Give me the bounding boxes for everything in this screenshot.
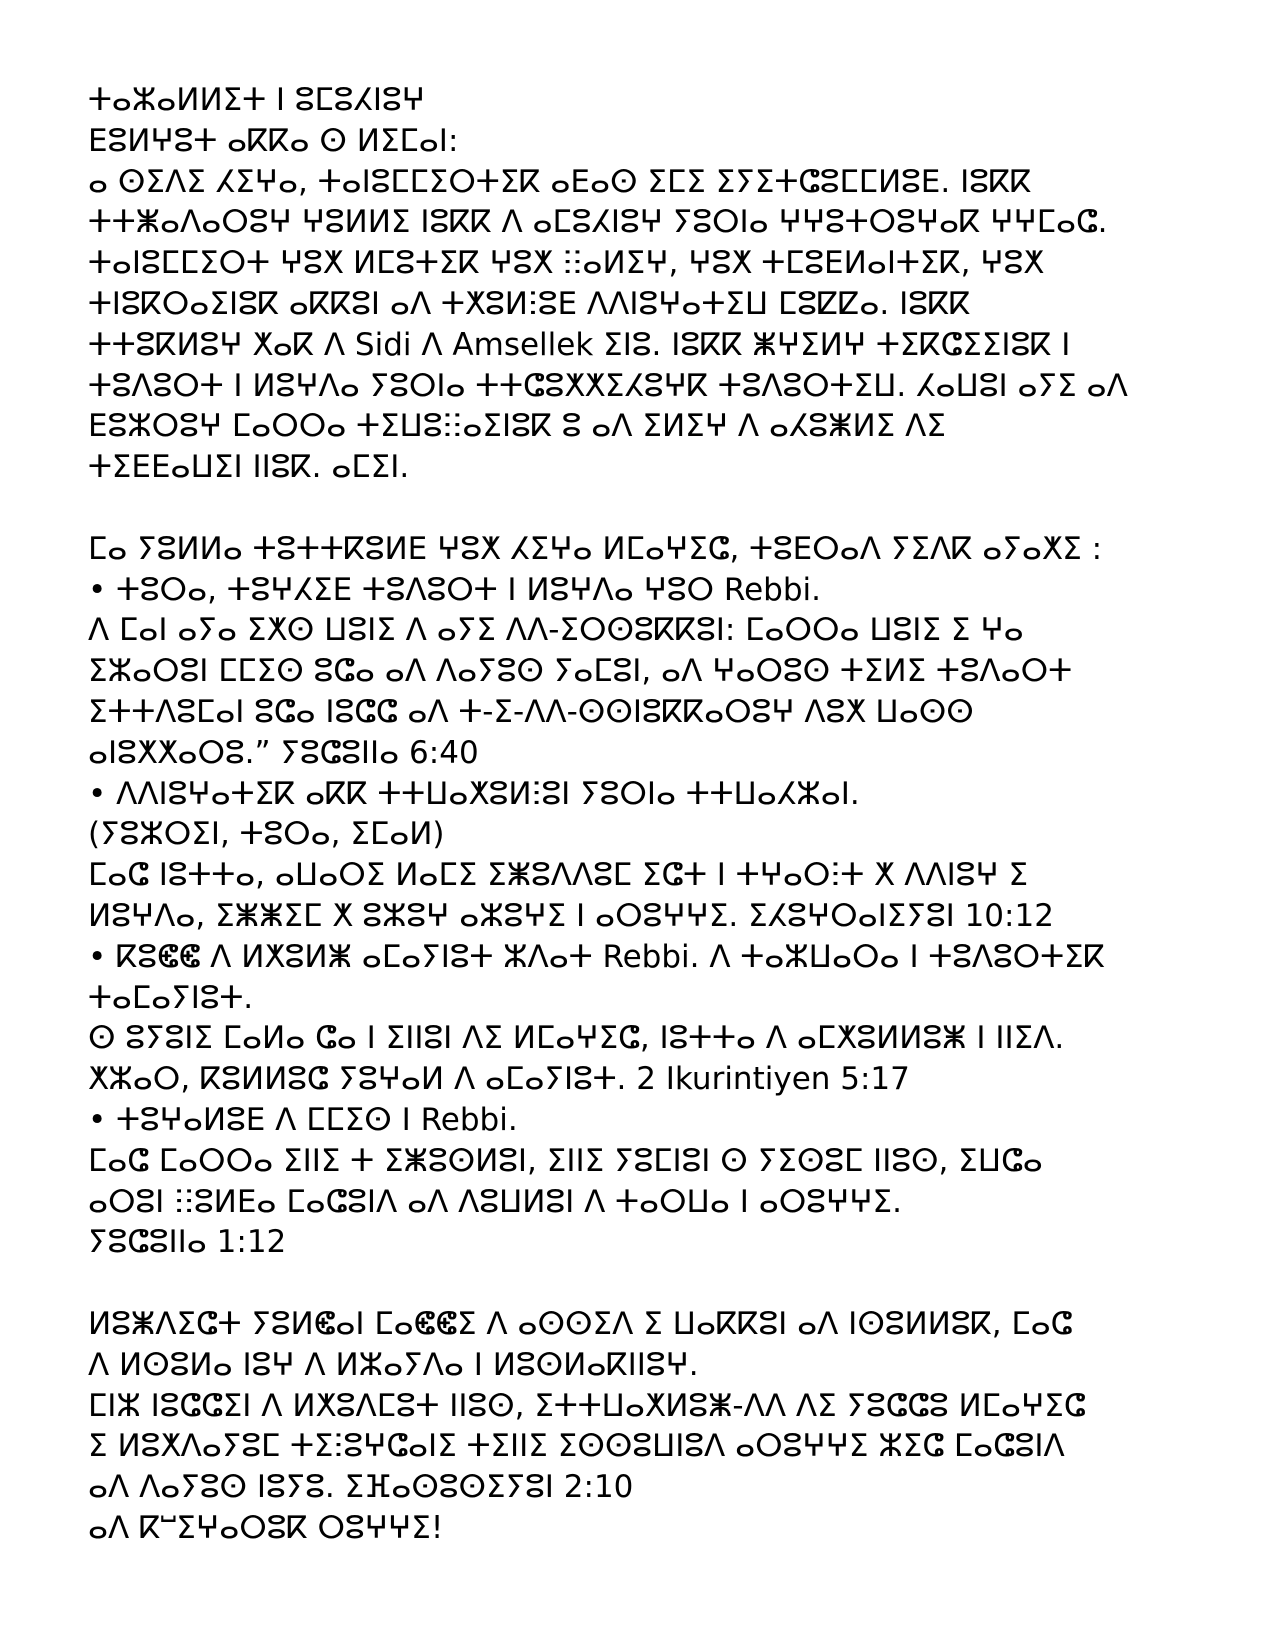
text-line: ⵜⵏⵓⴽⵔⴰⵉⵏⵓⴽ ⴰⴽⴽⵓⵏ ⴰⴷ ⵜⵅⵓⵍⵗⵓⴹ ⴷⴷⵏⵓⵖⴰⵜⵉⵡ ⵎⵓⵇⵇⴰ. ⵏⵓⴽⴽ xyxy=(88,285,971,322)
prayer-title: ⵜⴰⵣⴰⵍⵍⵉⵜ ⵏ ⵓⵎⵓⵃⵏⵓⵖ xyxy=(88,82,425,118)
text-line: ⵜⵜⵥⴰⴷⴰⵔⵓⵖ ⵖⵓⵍⵍⵉ ⵏⵓⴽⴽ ⴷ ⴰⵎⵓⵃⵏⵓⵖ ⵢⵓⵔⵏⴰ ⵖⵖⵓⵜⵔⵓⵖⴰⴽ ⵖⵖⵎⴰⵛ. xyxy=(88,204,1108,241)
verse-reference: ⴰⴷ ⴷⴰⵢⵓⵙ ⵏⵓⵢⵓ. ⵉⴼⴰⵙⵓⵙⵉⵢⵓⵏ 2:10 xyxy=(88,1469,634,1506)
text-line: ⵜⵜⵓⴽⵍⵓⵖ ⵅⴰⴽ ⴷ Sidi ⴷ Amsellek ⵉⵏⵓ. ⵏⵓⴽⴽ ⵥⵖⵉⵍⵖ ⵜⵉⴽⵛⵉⵉⵏⵓⴽ ⵏ xyxy=(88,326,1071,363)
text-line: ⵜⴰⵏⵓⵎⵎⵉⵔⵜ ⵖⵓⵅ ⵍⵎⵓⵜⵉⴽ ⵖⵓⵅ ⵗⵗⴰⵍⵉⵖ, ⵖⵓⵅ ⵜⵎⵓⴹⵍⴰⵏⵜⵉⴽ, ⵖⵓⵅ xyxy=(88,245,1044,282)
paragraph-prayer xyxy=(88,80,1198,488)
verse-line: ⵎⵏⵣ ⵏⵓⵛⵛⵉⵏ ⴷ ⵍⵅⵓⴷⵎⵓⵜ ⵏⵏⵓⵙ, ⵉⵜⵜⵡⴰⵅⵍⵓⵥ-ⴷⴷ ⴷⵉ ⵢⵓⵛⵛⵓ ⵍⵎⴰⵖⵉⵛ xyxy=(88,1387,1086,1424)
verse-line: ⵎⴰⵛ ⵎⴰⵔⵔⴰ ⵉⵏⵏⵉ ⵜ ⵉⵥⵓⵙⵍⵓⵏ, ⵉⵏⵏⵉ ⵢⵓⵎⵏⵓⵏ ⵙ ⵢⵉⵙⵓⵎ ⵏⵏⵓⵙ, ⵉⵡⵛⴰ xyxy=(88,1142,1043,1179)
closing-line: ⴰⴷ ⴽⵯⵉⵖⴰⵔⵓⴽ ⵔⵓⵖⵖⵉ! xyxy=(88,1509,444,1546)
verse-line: ⵉⵜⵜⴷⵓⵎⴰⵏ ⵓⵛⴰ ⵏⵓⵛⵛ ⴰⴷ ⵜ-ⵉ-ⴷⴷ-ⵙⵙⵏⵓⴽⴽⴰⵔⵓⵖ ⴷⵓⵅ ⵡⴰⵙⵙ xyxy=(88,693,974,730)
verse-reference: ⵢⵓⵛⵓⵏⵏⴰ 1:12 xyxy=(88,1224,287,1261)
paragraph-gap xyxy=(88,488,1198,529)
text-line: ⵍⵓⵥⴷⵉⵛⵜ ⵢⵓⵍⵞⴰⵏ ⵎⴰⵞⵞⵉ ⴷ ⴰⵙⵙⵉⴷ ⵉ ⵡⴰⴽⴽⵓⵏ ⴰⴷ ⵏⵙⵓⵍⵍⵓⴽ, ⵎⴰⵛ xyxy=(88,1305,1073,1342)
bullet-item: • ⵜⵓⵖⴰⵍⵓⴹ ⴷ ⵎⵎⵉⵙ ⵏ Rebbi. xyxy=(88,1101,518,1138)
text-line: ⴹⵓⵣⵔⵓⵖ ⵎⴰⵔⵔⴰ ⵜⵉⵡⵓⵗⵗⴰⵉⵏⵓⴽ ⵓ ⴰⴷ ⵉⵍⵉⵖ ⴷ ⴰⵃⵓⵥⵍⵉ ⴷⵉ xyxy=(88,408,946,445)
bullet-item: • ⴽⵓⵞⵞ ⴷ ⵍⵅⵓⵍⵥ ⴰⵎⴰⵢⵏⵓⵜ ⵣⴷⴰⵜ Rebbi. ⴷ ⵜⴰⵣⵡⴰⵔⴰ ⵏ ⵜⵓⴷⵓⵔⵜⵉⴽ xyxy=(88,938,1105,975)
verse-line: ⵉⵣⴰⵔⵓⵏ ⵎⵎⵉⵙ ⵓⵛⴰ ⴰⴷ ⴷⴰⵢⵓⵙ ⵢⴰⵎⵓⵏ, ⴰⴷ ⵖⴰⵔⵓⵙ ⵜⵉⵍⵉ ⵜⵓⴷⴰⵔⵜ xyxy=(88,653,1072,690)
verse-line: ⵙ ⵓⵢⵓⵏⵉ ⵎⴰⵍⴰ ⵛⴰ ⵏ ⵉⵏⵏⵓⵏ ⴷⵉ ⵍⵎⴰⵖⵉⵛ, ⵏⵓⵜⵜⴰ ⴷ ⴰⵎⵅⵓⵍⵍⵓⵥ ⵏ ⵏⵏⵉⴷ. xyxy=(88,1020,1065,1057)
text-line: ⵜⵉⴹⴹⴰⵡⵉⵏ ⵏⵏⵓⴽ. ⴰⵎⵉⵏ. xyxy=(88,449,410,486)
paragraph-promises xyxy=(88,529,1198,1263)
verse-line: ⴰⵔⵓⵏ ⵗⵗⵓⵍⴹⴰ ⵎⴰⵛⵓⵏⴷ ⴰⴷ ⴷⵓⵡⵍⵓⵏ ⴷ ⵜⴰⵔⵡⴰ ⵏ ⴰⵔⵓⵖⵖⵉ. xyxy=(88,1183,902,1220)
verse-reference: ⴰⵏⵓⵅⵅⴰⵔⵓ.” ⵢⵓⵛⵓⵏⵏⴰ 6:40 xyxy=(88,734,479,771)
verse-line: ⵉ ⵍⵓⵅⴷⴰⵢⵓⵎ ⵜⵉⵗⵓⵖⵛⴰⵏⵉ ⵜⵉⵏⵏⵉ ⵉⵙⵙⵓⵡⵏⵓⴷ ⴰⵔⵓⵖⵖⵉ ⵣⵉⵛ ⵎⴰⵛⵓⵏⴷ xyxy=(88,1428,1065,1465)
verse-reference: ⵅⵣⴰⵔ, ⴽⵓⵍⵍⵓⵛ ⵢⵓⵖⴰⵍ ⴷ ⴰⵎⴰⵢⵏⵓⵜ. 2 Ikurintiyen 5:17 xyxy=(88,1061,910,1098)
bullet-item: • ⴷⴷⵏⵓⵖⴰⵜⵉⴽ ⴰⴽⴽ ⵜⵜⵡⴰⵅⵓⵍⵗⵓⵏ ⵢⵓⵔⵏⴰ ⵜⵜⵡⴰⵃⵣⴰⵏ. xyxy=(88,775,860,812)
bullet-item: • ⵜⵓⵔⴰ, ⵜⵓⵖⵃⵉⴹ ⵜⵓⴷⵓⵔⵜ ⵏ ⵍⵓⵖⴷⴰ ⵖⵓⵔ Rebbi. xyxy=(88,571,821,608)
document-body xyxy=(88,80,1198,1549)
paragraph-gap xyxy=(88,1263,1198,1304)
paragraph-closing xyxy=(88,1304,1198,1549)
section-intro: ⵎⴰ ⵢⵓⵍⵍⴰ ⵜⵓⵜⵜⴽⵓⵍⴹ ⵖⵓⵅ ⵃⵉⵖⴰ ⵍⵎⴰⵖⵉⵛ, ⵜⵓⴹⵔⴰⴷ ⵢⵉⴷⴽ ⴰⵢⴰⵅⵉ : xyxy=(88,530,1103,567)
text-line: (ⵢⵓⵣⵔⵉⵏ, ⵜⵓⵔⴰ, ⵉⵎⴰⵍ) xyxy=(88,816,445,853)
verse-reference: ⵍⵓⵖⴷⴰ, ⵉⵥⵥⵉⵎ ⵅ ⵓⵣⵓⵖ ⴰⵣⵓⵖⵉ ⵏ ⴰⵔⵓⵖⵖⵉ. ⵉⵃⵓⵖⵔⴰⵏⵉⵢⵓⵏ 10:12 xyxy=(88,897,1054,934)
verse-line: ⴷ ⵎⴰⵏ ⴰⵢⴰ ⵉⵅⵙ ⵡⵓⵏⵉ ⴷ ⴰⵢⵉ ⴷⴷ-ⵉⵔⵙⵓⴽⴽⵓⵏ: ⵎⴰⵔⵔⴰ ⵡⵓⵏⵉ ⵉ ⵖⴰ xyxy=(88,612,1024,649)
prayer-intro: ⴹⵓⵍⵖⵓⵜ ⴰⴽⴽⴰ ⵙ ⵍⵉⵎⴰⵏ: xyxy=(88,122,459,159)
text-line: ⴰ ⵙⵉⴷⵉ ⵃⵉⵖⴰ, ⵜⴰⵏⵓⵎⵎⵉⵔⵜⵉⴽ ⴰⴹⴰⵙ ⵉⵎⵉ ⵉⵢⵉⵜⵛⵓⵎⵎⵍⵓⴹ. ⵏⵓⴽⴽ xyxy=(88,163,1032,200)
text-line: ⴷ ⵍⵙⵓⵍⴰ ⵏⵓⵖ ⴷ ⵍⵣⴰⵢⴷⴰ ⵏ ⵍⵓⵙⵍⴰⴽⵏⵏⵓⵖ. xyxy=(88,1346,699,1383)
text-line: ⵜⴰⵎⴰⵢⵏⵓⵜ. xyxy=(88,979,254,1016)
text-line: ⵜⵓⴷⵓⵔⵜ ⵏ ⵍⵓⵖⴷⴰ ⵢⵓⵔⵏⴰ ⵜⵜⵛⵓⵅⵅⵉⵃⵓⵖⴽ ⵜⵓⴷⵓⵔⵜⵉⵡ. ⵃⴰⵡⵓⵏ ⴰⵢⵉ ⴰⴷ xyxy=(88,367,1128,404)
verse-line: ⵎⴰⵛ ⵏⵓⵜⵜⴰ, ⴰⵡⴰⵔⵉ ⵍⴰⵎⵉ ⵉⵥⵓⴷⴷⵓⵎ ⵉⵛⵜ ⵏ ⵜⵖⴰⵔⵗⵜ ⵅ ⴷⴷⵏⵓⵖ ⵉ xyxy=(88,857,1029,894)
